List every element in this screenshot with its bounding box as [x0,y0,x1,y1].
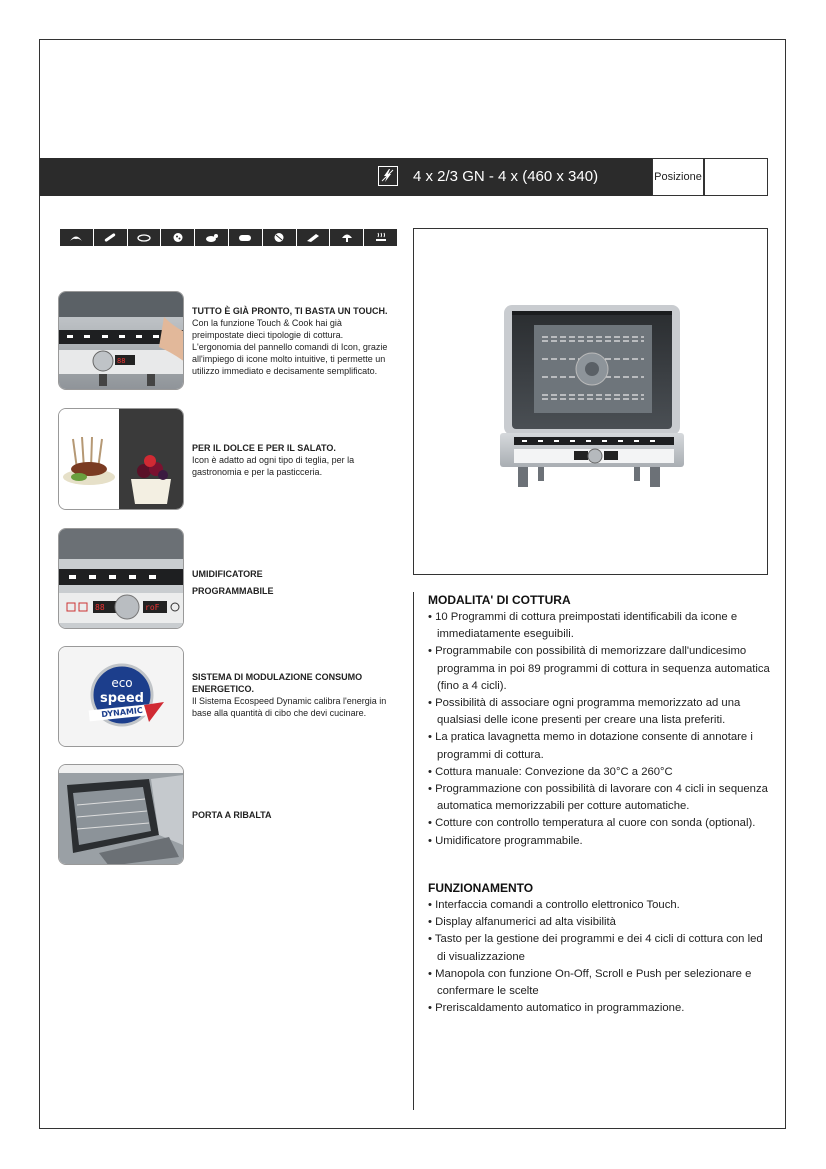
feature-ecospeed-title2: ENERGETICO. [192,684,255,694]
list-item: • Programmabile con possibilità di memorizzare dall'undicesimo programma in poi 89 programmi di cottura in sequenza automatica (fino a 4 cicli). [428,643,773,695]
feature-drop-door [192,809,392,821]
feature-humidifier-title2: PROGRAMMABILE [192,586,274,596]
feature-touch-title: TUTTO È GIÀ PRONTO, TI BASTA UN TOUCH. [192,306,388,316]
panel-display-right: roF [145,603,160,612]
eco-logo-eco: eco [111,676,133,690]
mushroom-icon [330,229,364,246]
cooking-modes-title: MODALITA' DI COTTURA [428,593,571,607]
croissant-icon [60,229,94,246]
feature-touch-line: utilizzo immediato e decisamente semplificato. [192,366,378,376]
list-item: • Display alfanumerici ad alta visibilità [428,914,773,931]
cooking-modes-list [428,609,773,850]
list-item: • Umidificatore programmabile. [428,833,773,850]
feature-touch-line: preimpostate dieci tipologie di cottura. [192,330,344,340]
ecospeed-logo-image [58,646,184,747]
humidifier-panel-image [58,528,184,629]
feature-sweet-savory-title: PER IL DOLCE E PER IL SALATO. [192,443,336,453]
cooking-icons-strip [60,229,397,246]
list-item: • Interfaccia comandi a controllo elettronico Touch. [428,897,773,914]
list-item: • Programmazione con possibilità di lavorare con 4 cicli in sequenza automatica memorizzabili per cotture automatiche. [428,781,773,815]
list-item: • Tasto per la gestione dei programmi e dei 4 cicli di cottura con led di visualizzazione [428,931,773,965]
feature-ecospeed [192,671,392,719]
feature-ecospeed-line: Il Sistema Ecospeed Dynamic calibra l'energia in [192,696,387,706]
food-image [58,408,184,510]
oven-image [414,229,767,574]
position-value [704,158,768,196]
svg-text:88: 88 [117,357,126,365]
feature-humidifier [192,566,392,600]
feature-humidifier-title: UMIDIFICATORE [192,569,263,579]
operation-list [428,897,773,1017]
feature-sweet-savory [192,442,392,478]
column-divider [413,592,414,1110]
product-title: 4 x 2/3 GN - 4 x (460 x 340) [413,168,599,185]
eco-logo-dynamic: DYNAMIC [100,705,144,720]
flatbread-icon [128,229,162,246]
panel-display-left: 88 [95,603,105,612]
list-item: • Manopola con funzione On-Off, Scroll e Push per selezionare e confermare le scelte [428,966,773,1000]
feature-touch-line: all'impiego di icone molto intuitive, ti permette un [192,354,386,364]
feature-touch-line: L'ergonomia del pannello comandi di Icon, grazie [192,342,388,352]
eco-logo-speed: speed [100,691,144,706]
touch-panel-image [58,291,184,390]
electric-icon [378,166,398,186]
bread-loaf-icon [229,229,263,246]
list-item: • La pratica lavagnetta memo in dotazione consente di annotare i programmi di cottura. [428,729,773,763]
feature-sweet-savory-line: gastronomia e per la pasticceria. [192,467,323,477]
feature-ecospeed-title: SISTEMA DI MODULAZIONE CONSUMO [192,672,363,682]
pizza-icon [161,229,195,246]
feature-sweet-savory-line: Icon è adatto ad ogni tipo di teglia, per la [192,455,355,465]
meat-icon [263,229,297,246]
list-item: • 10 Programmi di cottura preimpostati identificabili da icone e immediatamente eseguibili. [428,609,773,643]
feature-drop-door-title: PORTA A RIBALTA [192,810,272,820]
steam-icon [364,229,397,246]
operation-title: FUNZIONAMENTO [428,881,534,895]
list-item: • Cotture con controllo temperatura al cuore con sonda (optional). [428,815,773,832]
feature-touch-line: Con la funzione Touch & Cook hai già [192,318,342,328]
feature-touch [192,305,392,377]
baguette-icon [94,229,128,246]
feature-ecospeed-line: base alla quantità di cibo che devi cucinare. [192,708,367,718]
chicken-icon [195,229,229,246]
list-item: • Preriscaldamento automatico in programmazione. [428,1000,773,1017]
list-item: • Possibilità di associare ogni programma memorizzato ad una qualsiasi delle icone presenti per creare una lista preferiti. [428,695,773,729]
list-item: • Cottura manuale: Convezione da 30°C a 260°C [428,764,773,781]
position-label: Posizione [652,158,704,196]
product-image-frame [413,228,768,575]
fish-icon [297,229,331,246]
oven-door-image [58,764,184,865]
